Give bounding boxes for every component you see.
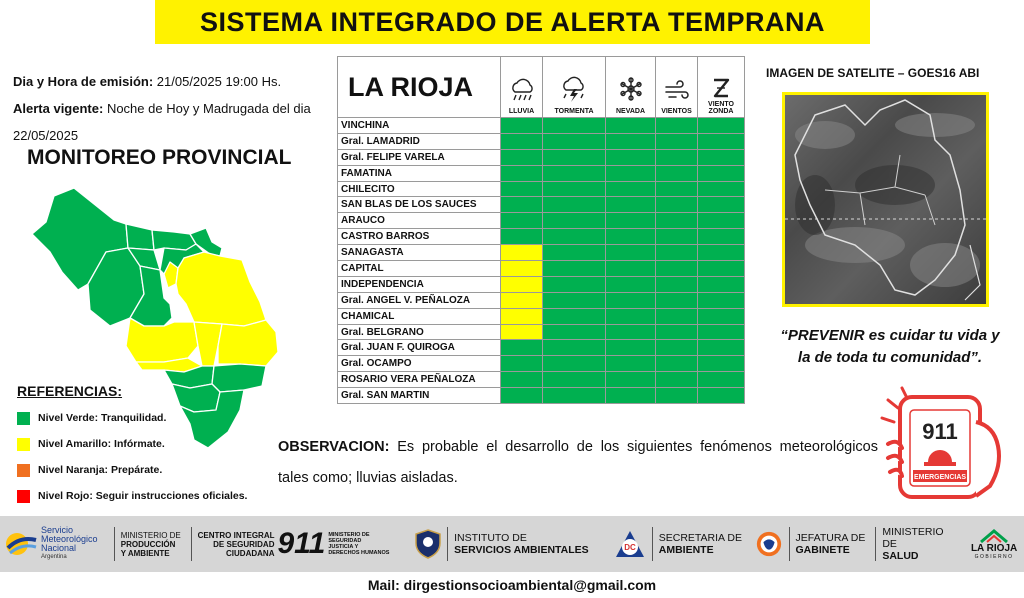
observation-label: OBSERVACION: <box>278 439 390 455</box>
level-cell <box>606 356 656 372</box>
footer-separator <box>875 527 876 561</box>
min-seg-line-1: MINISTERIO DE <box>328 532 370 538</box>
level-cell <box>656 356 698 372</box>
ref-red-swatch <box>17 490 30 503</box>
level-cell <box>606 118 656 134</box>
dept-name: Gral. OCAMPO <box>338 356 501 372</box>
level-cell <box>543 292 606 308</box>
col-zonda-label-2: ZONDA <box>708 108 734 115</box>
min-seg-line-4: DERECHOS HUMANOS <box>328 550 390 556</box>
level-cell <box>698 292 745 308</box>
observation-text: Es probable el desarrollo de los siguientes fenómenos meteorológicos tales como; lluvias aisladas. <box>278 439 879 486</box>
alerts-table <box>337 56 745 404</box>
lr-line-2: GOBIERNO <box>974 554 1014 560</box>
col-vientos <box>656 57 698 118</box>
level-cell <box>656 340 698 356</box>
smn-line-1: Servicio <box>41 525 74 535</box>
col-tormenta-label: TORMENTA <box>554 108 594 115</box>
alert-value: Noche de Hoy y Madrugada del dia <box>106 101 311 116</box>
map-dept-belgrano <box>218 320 278 366</box>
dept-name: SANAGASTA <box>338 245 501 261</box>
ref-green <box>17 405 277 431</box>
footer-separator <box>652 527 653 561</box>
dept-name: ROSARIO VERA PEÑALOZA <box>338 372 501 388</box>
col-nevada-label: NEVADA <box>615 108 646 115</box>
level-cell <box>698 245 745 261</box>
dc-badge-text: DC <box>623 543 636 552</box>
level-cell <box>501 388 543 404</box>
logo-cisc-911 <box>194 524 412 564</box>
alert-date: 22/05/2025 <box>13 128 79 143</box>
level-cell <box>606 149 656 165</box>
level-cell <box>698 308 745 324</box>
level-cell <box>543 133 606 149</box>
level-cell <box>606 165 656 181</box>
level-cell <box>543 324 606 340</box>
level-cell <box>543 197 606 213</box>
col-lluvia <box>501 57 543 118</box>
level-cell <box>656 292 698 308</box>
table-row <box>338 324 745 340</box>
level-cell <box>606 197 656 213</box>
level-cell <box>698 388 745 404</box>
level-cell <box>656 149 698 165</box>
logo-ministerio-salud <box>878 524 964 564</box>
logo-smn <box>0 524 112 564</box>
level-cell <box>606 261 656 277</box>
level-cell <box>501 213 543 229</box>
table-row <box>338 308 745 324</box>
level-cell <box>543 356 606 372</box>
satellite-image-graphic <box>785 95 986 304</box>
dept-name: Gral. LAMADRID <box>338 133 501 149</box>
la-rioja-seal-icon <box>755 529 783 559</box>
table-row <box>338 197 745 213</box>
page-title: SISTEMA INTEGRADO DE ALERTA TEMPRANA <box>200 6 825 37</box>
footer-separator <box>789 527 790 561</box>
table-row <box>338 245 745 261</box>
level-cell <box>606 324 656 340</box>
ref-green-label: Nivel Verde: Tranquilidad. <box>38 412 167 424</box>
table-header-row <box>338 57 745 118</box>
sal-line-1: MINISTERIO DE <box>882 526 944 550</box>
logo-la-rioja-gobierno <box>964 524 1024 564</box>
ref-orange-swatch <box>17 464 30 477</box>
level-cell <box>606 388 656 404</box>
observation <box>278 432 878 494</box>
sec-amb-line-2: AMBIENTE <box>658 544 714 556</box>
logo-defensa-civil <box>610 524 650 564</box>
logo-instituto-servicios-ambientales <box>450 524 610 564</box>
col-nevada <box>606 57 656 118</box>
dept-name: FAMATINA <box>338 165 501 181</box>
dept-name: Gral. ANGEL V. PEÑALOZA <box>338 292 501 308</box>
monitoreo-title: MONITOREO PROVINCIAL <box>27 146 292 169</box>
isa-line-2: SERVICIOS AMBIENTALES <box>454 544 589 556</box>
table-row <box>338 261 745 277</box>
lr-line-1: LA RIOJA <box>970 543 1018 554</box>
ref-green-swatch <box>17 412 30 425</box>
contact-mail-text: Mail: dirgestionsocioambiental@gmail.com <box>367 577 657 593</box>
logo-la-rioja-seal <box>751 524 787 564</box>
table-row <box>338 181 745 197</box>
level-cell <box>698 118 745 134</box>
level-cell <box>656 388 698 404</box>
quote-line-2: la de toda tu comunidad”. <box>797 349 983 366</box>
ref-yellow-swatch <box>17 438 30 451</box>
map-dept-capital <box>176 252 266 326</box>
level-cell <box>698 340 745 356</box>
footer-logos <box>0 516 1024 572</box>
emission-date-value: 21/05/2025 19:00 Hs. <box>156 74 282 89</box>
level-cell <box>656 229 698 245</box>
emission-info <box>13 68 333 149</box>
table-row <box>338 133 745 149</box>
level-cell <box>543 181 606 197</box>
level-cell <box>606 372 656 388</box>
level-cell <box>656 197 698 213</box>
dept-name: Gral. FELIPE VARELA <box>338 149 501 165</box>
level-cell <box>501 276 543 292</box>
logo-secretaria-ambiente <box>655 524 751 564</box>
hand-icon <box>976 422 999 496</box>
level-cell <box>501 181 543 197</box>
level-cell <box>698 261 745 277</box>
level-cell <box>501 229 543 245</box>
table-row <box>338 229 745 245</box>
level-cell <box>501 133 543 149</box>
satellite-image <box>782 92 989 307</box>
logo-min-produccion <box>117 524 189 564</box>
level-cell <box>606 308 656 324</box>
dept-name: Gral. JUAN F. QUIROGA <box>338 340 501 356</box>
table-row <box>338 372 745 388</box>
col-lluvia-label: LLUVIA <box>508 108 535 115</box>
col-tormenta <box>543 57 606 118</box>
level-cell <box>698 181 745 197</box>
ref-red <box>17 483 277 509</box>
quote-line-1: “PREVENIR es cuidar tu vida y <box>780 327 1000 344</box>
storm-cloud-icon <box>559 76 589 102</box>
emergency-phone-graphic <box>880 382 1010 502</box>
contact-mail <box>0 572 1024 598</box>
wind-icon <box>664 80 690 102</box>
logo-police-badge <box>411 524 445 564</box>
dept-name: VINCHINA <box>338 118 501 134</box>
logo-jefatura-gabinete <box>792 524 874 564</box>
level-cell <box>606 276 656 292</box>
level-cell <box>543 388 606 404</box>
min-prod-line-3: Y AMBIENTE <box>120 548 170 558</box>
smn-line-2: Meteorológico <box>41 534 98 544</box>
dept-name: CHAMICAL <box>338 308 501 324</box>
level-cell <box>698 276 745 292</box>
level-cell <box>501 292 543 308</box>
smn-line-3: Nacional <box>41 543 77 553</box>
dept-name: INDEPENDENCIA <box>338 276 501 292</box>
min-seg-line-2: SEGURIDAD <box>328 538 362 544</box>
jef-line-1: JEFATURA DE <box>795 532 866 544</box>
level-cell <box>698 133 745 149</box>
level-cell <box>698 197 745 213</box>
table-row <box>338 118 745 134</box>
map-dept-lamadrid <box>126 224 154 250</box>
level-cell <box>656 118 698 134</box>
level-cell <box>543 118 606 134</box>
cis-911-number: 911 <box>277 527 326 560</box>
jef-line-2: GABINETE <box>795 544 850 556</box>
phone-badge-number: 911 <box>922 419 958 444</box>
la-rioja-gobierno-icon <box>979 528 1009 544</box>
table-row <box>338 149 745 165</box>
isa-line-1: INSTITUTO DE <box>454 532 527 544</box>
level-cell <box>656 213 698 229</box>
level-cell <box>543 372 606 388</box>
level-cell <box>606 340 656 356</box>
table-row <box>338 276 745 292</box>
level-cell <box>656 276 698 292</box>
level-cell <box>501 372 543 388</box>
ref-red-label: Nivel Rojo: Seguir instrucciones oficiales. <box>38 490 248 502</box>
smn-line-4: Argentina <box>41 554 67 560</box>
rain-cloud-icon <box>508 78 536 102</box>
footer-separator <box>447 527 448 561</box>
level-cell <box>543 308 606 324</box>
level-cell <box>501 165 543 181</box>
snowflake-icon <box>618 76 644 102</box>
level-cell <box>698 213 745 229</box>
level-cell <box>501 324 543 340</box>
table-row <box>338 213 745 229</box>
level-cell <box>501 245 543 261</box>
level-cell <box>543 261 606 277</box>
cis-line-1: CENTRO INTEGRAL <box>197 530 275 540</box>
footer-separator <box>114 527 115 561</box>
level-cell <box>698 229 745 245</box>
ref-yellow-label: Nivel Amarillo: Infórmate. <box>38 438 165 450</box>
level-cell <box>606 133 656 149</box>
level-cell <box>656 372 698 388</box>
level-cell <box>656 261 698 277</box>
ref-yellow <box>17 431 277 457</box>
table-row <box>338 388 745 404</box>
level-cell <box>501 261 543 277</box>
level-cell <box>656 308 698 324</box>
references-title: REFERENCIAS <box>17 383 118 399</box>
min-prod-line-2: PRODUCCIÓN <box>120 539 176 549</box>
satellite-title: IMAGEN DE SATELITE – GOES16 ABI <box>766 66 980 80</box>
min-prod-line-1: MINISTERIO DE <box>120 530 181 540</box>
table-row <box>338 356 745 372</box>
level-cell <box>656 324 698 340</box>
level-cell <box>543 245 606 261</box>
level-cell <box>501 308 543 324</box>
level-cell <box>501 340 543 356</box>
phone-badge-label: EMERGENCIAS <box>913 474 967 481</box>
col-zonda-label-1: VIENTO <box>708 101 734 108</box>
dept-name: CASTRO BARROS <box>338 229 501 245</box>
dept-name: CHILECITO <box>338 181 501 197</box>
level-cell <box>543 165 606 181</box>
level-cell <box>606 229 656 245</box>
table-row <box>338 292 745 308</box>
level-cell <box>501 197 543 213</box>
table-title: LA RIOJA <box>338 57 501 118</box>
col-zonda <box>698 57 745 118</box>
smn-logo-icon <box>4 531 38 557</box>
level-cell <box>656 181 698 197</box>
level-cell <box>501 118 543 134</box>
level-cell <box>656 245 698 261</box>
defensa-civil-icon <box>614 529 646 559</box>
min-seg-line-3: JUSTICIA Y <box>328 544 359 550</box>
police-shield-icon <box>415 529 441 559</box>
level-cell <box>543 340 606 356</box>
dept-name: Gral. BELGRANO <box>338 324 501 340</box>
title-banner <box>155 0 870 44</box>
level-cell <box>606 245 656 261</box>
dept-name: ARAUCO <box>338 213 501 229</box>
level-cell <box>698 149 745 165</box>
sal-line-2: SALUD <box>882 550 919 562</box>
dept-name: SAN BLAS DE LOS SAUCES <box>338 197 501 213</box>
level-cell <box>698 324 745 340</box>
cis-line-3: CIUDADANA <box>226 548 275 558</box>
emission-date-label: Dia y Hora de emisión: <box>13 74 154 89</box>
level-cell <box>698 165 745 181</box>
dept-name: CAPITAL <box>338 261 501 277</box>
col-vientos-label: VIENTOS <box>661 108 692 115</box>
ref-orange <box>17 457 277 483</box>
level-cell <box>501 356 543 372</box>
level-cell <box>698 356 745 372</box>
references-legend: REFERENCIAS: Nivel Verde: Tranquilidad. Nivel Amarillo: Infórmate. Nivel Naranja: Prepárate. Nivel Rojo: Seguir instrucciones oficiales. <box>17 383 277 509</box>
level-cell <box>606 292 656 308</box>
level-cell <box>606 213 656 229</box>
level-cell <box>543 276 606 292</box>
level-cell <box>543 229 606 245</box>
level-cell <box>656 165 698 181</box>
level-cell <box>656 133 698 149</box>
level-cell <box>543 213 606 229</box>
table-row <box>338 340 745 356</box>
level-cell <box>543 149 606 165</box>
map-dept-san-blas <box>152 230 196 250</box>
zonda-z-icon <box>710 77 732 99</box>
ref-orange-label: Nivel Naranja: Prepárate. <box>38 464 163 476</box>
level-cell <box>606 181 656 197</box>
cis-line-2: DE SEGURIDAD <box>213 539 275 549</box>
dept-name: Gral. SAN MARTIN <box>338 388 501 404</box>
level-cell <box>501 149 543 165</box>
level-cell <box>698 372 745 388</box>
alert-label: Alerta vigente: <box>13 101 104 116</box>
prevention-quote <box>760 325 1020 369</box>
footer-separator <box>191 527 192 561</box>
table-row <box>338 165 745 181</box>
sec-amb-line-1: SECRETARIA DE <box>658 532 742 544</box>
